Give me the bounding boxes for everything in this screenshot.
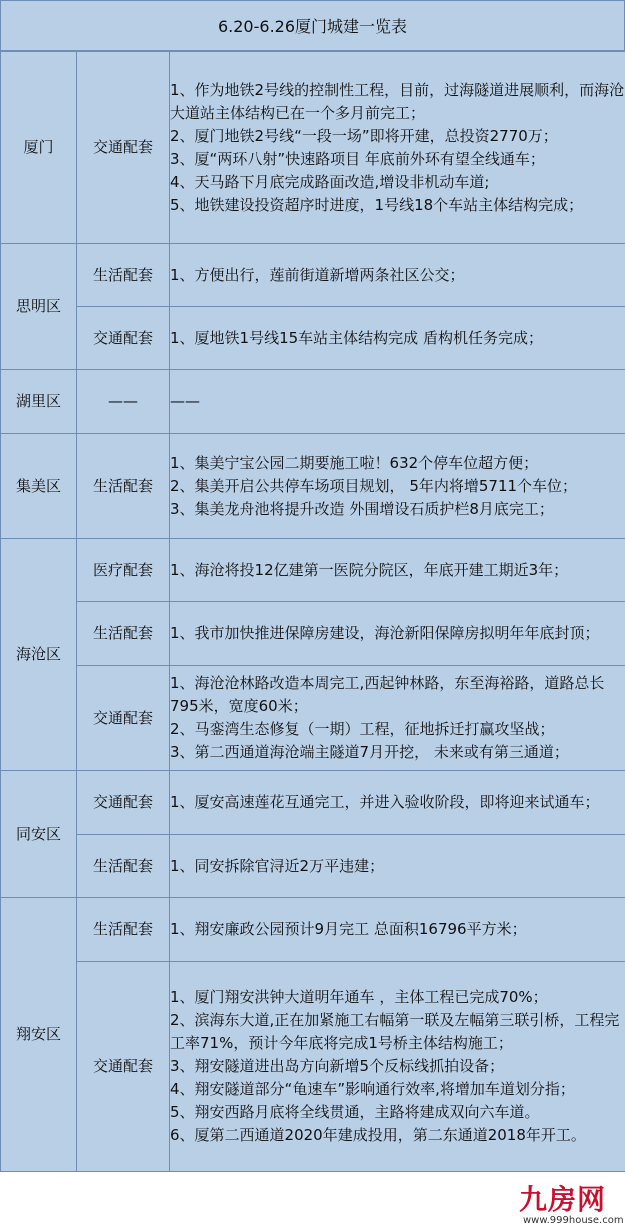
table-row xyxy=(1,666,625,771)
category-cell: 生活配套 xyxy=(77,835,170,898)
list-item: 5、翔安西路月底将全线贯通，主路将建成双向六车道。 xyxy=(170,1103,540,1121)
items-cell xyxy=(170,307,625,370)
list-item: 1、集美宁宝公园二期要施工啦！632个停车位超方便； xyxy=(170,453,539,472)
list-item: 2、集美开启公共停车场项目规划， 5年内将增5711个车位； xyxy=(170,476,578,495)
table-row xyxy=(1,771,625,835)
items-cell xyxy=(170,771,625,835)
list-item: 1、作为地铁2号线的控制性工程，目前，过海隧道进展顺利，而海沧大道站主体结构已在一个多月前完工； xyxy=(170,80,625,122)
list-item: 2、马銮湾生态修复（一期）工程，征地拆迁打赢攻坚战； xyxy=(170,720,555,738)
table-row xyxy=(1,539,625,602)
category-cell: 交通配套 xyxy=(77,666,170,771)
region-cell: 同安区 xyxy=(1,771,77,898)
items-cell xyxy=(170,962,625,1172)
list-item: 3、集美龙舟池将提升改造 外围增设石质护栏8月底完工； xyxy=(170,499,554,518)
list-item: 2、滨海东大道,正在加紧施工右幅第一联及左幅第三联引桥，工程完工率71%，预计今年底将完成1号桥主体结构施工； xyxy=(170,1011,620,1052)
list-item: 1、我市加快推进保障房建设，海沧新阳保障房拟明年年底封顶； xyxy=(170,624,600,642)
watermark-url: www.999house.com xyxy=(523,1215,624,1226)
table-row xyxy=(1,434,625,539)
category-cell: 生活配套 xyxy=(77,898,170,962)
table-row xyxy=(1,52,625,244)
list-item: 4、翔安隧道部分“龟速车”影响通行效率,将增加车道划分指； xyxy=(170,1080,575,1098)
category-cell: 生活配套 xyxy=(77,244,170,307)
list-item: 1、厦安高速莲花互通完工，并进入验收阶段，即将迎来试通车； xyxy=(170,793,600,811)
items-cell xyxy=(170,666,625,771)
category-cell: 交通配套 xyxy=(77,307,170,370)
items-cell xyxy=(170,370,625,434)
list-item: 1、厦门翔安洪钟大道明年通车 ，主体工程已完成70%； xyxy=(170,988,548,1006)
list-item: 3、翔安隧道进出岛方向新增5个反标线抓拍设备； xyxy=(170,1057,505,1075)
table-row xyxy=(1,898,625,962)
region-cell: 湖里区 xyxy=(1,370,77,434)
table-row xyxy=(1,602,625,666)
category-cell: 医疗配套 xyxy=(77,539,170,602)
category-cell: —— xyxy=(77,370,170,434)
watermark-logo xyxy=(513,1183,625,1231)
category-cell: 生活配套 xyxy=(77,602,170,666)
list-item: 1、同安拆除官浔近2万平违建； xyxy=(170,856,385,875)
watermark-brand: 九房网 xyxy=(519,1183,607,1216)
list-item: 1、厦地铁1号线15车站主体结构完成 盾构机任务完成； xyxy=(170,328,543,347)
list-item: 3、第二西通道海沧端主隧道7月开挖， 未来或有第三通道； xyxy=(170,743,569,761)
table-row xyxy=(1,307,625,370)
region-cell: 思明区 xyxy=(1,244,77,370)
city-construction-table xyxy=(0,51,625,1172)
items-cell xyxy=(170,244,625,307)
region-cell: 厦门 xyxy=(1,52,77,244)
list-item: —— xyxy=(170,392,200,410)
category-cell: 生活配套 xyxy=(77,434,170,539)
category-cell: 交通配套 xyxy=(77,771,170,835)
list-item: 3、厦“两环八射”快速路项目 年底前外环有望全线通车； xyxy=(170,149,545,168)
page-title: 6.20-6.26厦门城建一览表 xyxy=(0,0,625,51)
list-item: 5、地铁建设投资超序时进度，1号线18个车站主体结构完成； xyxy=(170,195,584,214)
list-item: 1、翔安廉政公园预计9月完工 总面积16796平方米； xyxy=(170,920,527,938)
category-cell: 交通配套 xyxy=(77,52,170,244)
table-row xyxy=(1,370,625,434)
category-cell: 交通配套 xyxy=(77,962,170,1172)
table-row xyxy=(1,244,625,307)
table-row xyxy=(1,835,625,898)
items-cell xyxy=(170,898,625,962)
list-item: 1、海沧将投12亿建第一医院分院区，年底开建工期近3年； xyxy=(170,560,569,579)
items-cell xyxy=(170,835,625,898)
list-item: 2、厦门地铁2号线“一段一场”即将开建，总投资2770万； xyxy=(170,126,558,145)
items-cell xyxy=(170,539,625,602)
items-cell xyxy=(170,434,625,539)
list-item: 1、海沧沧林路改造本周完工,西起钟林路，东至海裕路，道路总长795米，宽度60米； xyxy=(170,674,605,715)
list-item: 1、方便出行，莲前街道新增两条社区公交； xyxy=(170,265,465,284)
region-cell: 翔安区 xyxy=(1,898,77,1172)
list-item: 4、天马路下月底完成路面改造,增设非机动车道; xyxy=(170,172,490,191)
items-cell xyxy=(170,602,625,666)
region-cell: 海沧区 xyxy=(1,539,77,771)
items-cell xyxy=(170,52,625,244)
table-row xyxy=(1,962,625,1172)
list-item: 6、厦第二西通道2020年建成投用，第二东通道2018年开工。 xyxy=(170,1126,586,1144)
region-cell: 集美区 xyxy=(1,434,77,539)
